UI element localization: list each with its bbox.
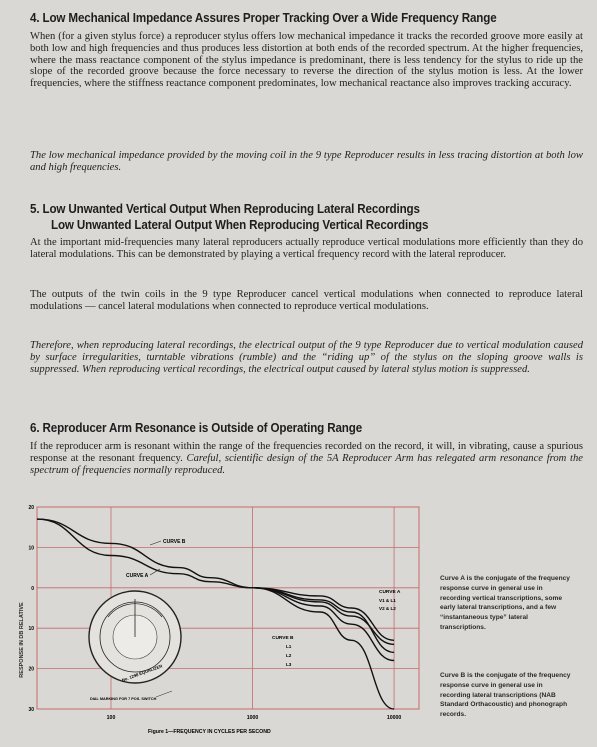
section-5-body-2: The outputs of the twin coils in the 9 type Reproducer cancel vertical modulations when connected to reproduce lateral modulations — cancel lateral modulations when connected to reproduce vertical modulations. — [30, 289, 583, 312]
y-tick-label: 20 — [28, 666, 34, 673]
caption-curve-b: Curve B is the conjugate of the frequency response curve in general use in recording lateral transcriptions (NAB Standard Orthacoustic) and phonograph records. — [440, 672, 571, 719]
section-6-body-text: If the reproducer arm is resonant within the range of the frequencies recorded on the record, it will, in vibrating, cause a spurious response at the resonant frequency. — [30, 441, 583, 464]
dial-ring-text: No. 1298 EQUALIZER — [121, 663, 163, 683]
plot-frame — [37, 507, 419, 709]
y-tick-label: 30 — [28, 707, 34, 713]
section-4-heading: 4. Low Mechanical Impedance Assures Proper Tracking Over a Wide Frequency Range — [30, 11, 497, 25]
curve-curve-b — [37, 519, 394, 640]
label-l3: L3 — [286, 662, 292, 667]
dial-marking-leader — [156, 691, 172, 697]
x-tick-label: 10000 — [386, 715, 402, 721]
label-curve-b: CURVE B — [163, 539, 186, 545]
section-6-heading: 6. Reproducer Arm Resonance is Outside of Operating Range — [30, 421, 363, 435]
y-axis-label: RESPONSE IN DB RELATIVE — [19, 602, 25, 678]
section-6-body — [30, 441, 583, 476]
label-v1-l1: V1 & L1 — [379, 598, 396, 603]
leader-curve-b — [150, 541, 161, 545]
label-v2-l2: V2 & L2 — [379, 606, 396, 611]
x-tick-labels — [107, 715, 402, 721]
dial-marking-text: DIAL MARKING FOR 7 POS. SWITCH — [90, 697, 157, 701]
x-axis-caption: Figure 1—FREQUENCY IN CYCLES PER SECOND — [148, 729, 271, 735]
y-tick-label: 10 — [28, 545, 34, 552]
label-l1: L1 — [286, 644, 292, 649]
x-tick-label: 1000 — [246, 715, 259, 721]
section-5-heading-line2: Low Unwanted Lateral Output When Reproducing Vertical Recordings — [51, 218, 429, 232]
equalizer-dial — [89, 591, 181, 683]
x-tick-label: 100 — [106, 715, 116, 721]
caption-curve-a: Curve A is the conjugate of the frequency response curve in general use in recording vertical transcriptions, some early lateral transcriptions, and a few “instantaneous type” lateral transcriptions. — [440, 575, 570, 631]
plot-area — [28, 505, 419, 721]
y-tick-label: 10 — [28, 626, 34, 633]
section-5-heading-line1: 5. Low Unwanted Vertical Output When Reproducing Lateral Recordings — [30, 202, 420, 216]
label-l2: L2 — [286, 653, 292, 658]
label-curve-b-lower: CURVE B — [272, 636, 294, 641]
frequency-response-figure — [0, 495, 440, 747]
section-4-emphasis: The low mechanical impedance provided by the moving coil in the 9 type Reproducer results in less tracing distortion at both low and high frequencies. — [30, 150, 583, 173]
y-tick-label: 0 — [31, 585, 34, 592]
gridlines — [37, 507, 419, 709]
y-tick-label: 20 — [28, 505, 34, 511]
section-5-body-1: At the important mid-frequencies many lateral reproducers actually reproduce vertical modulations more efficiently than they do lateral modulations. This can be demonstrated by playing a vertical frequency record with the lateral reproducer. — [30, 237, 583, 260]
label-curve-a: CURVE A — [126, 573, 149, 579]
section-4-body: When (for a given stylus force) a reproducer stylus offers low mechanical impedance it tracks the recorded groove more easily at both low and high frequencies and thus produces less distortion at both ends of the recorded spectrum. At the higher frequencies, where the mass reactance component of the stylus impedance is predominant, there is less tendency for the stylus to ride up the slope of the recorded groove because the force necessary to reverse the direction of the stylus motion is less. At the lower frequencies, where the stiffness reactance component predominates, low mechanical reactance also improves tracking accuracy. — [30, 31, 583, 90]
y-tick-labels — [28, 505, 34, 713]
label-curve-a-right: CURVE A — [379, 590, 401, 595]
section-5-emphasis: Therefore, when reproducing lateral recordings, the electrical output of the 9 type Reproducer due to vertical modulation caused by surface irregularities, turntable vibrations (rumble) and the “riding up” of the stylus on the sloping groove walls is suppressed. When reproducing vertical recordings, the electrical output caused by lateral stylus motion is suppressed. — [30, 340, 583, 375]
section-6-emphasis: Careful, scientific design of the 5A Reproducer Arm has relegated arm resonance from the spectrum of frequencies normally reproduced. — [30, 452, 583, 476]
